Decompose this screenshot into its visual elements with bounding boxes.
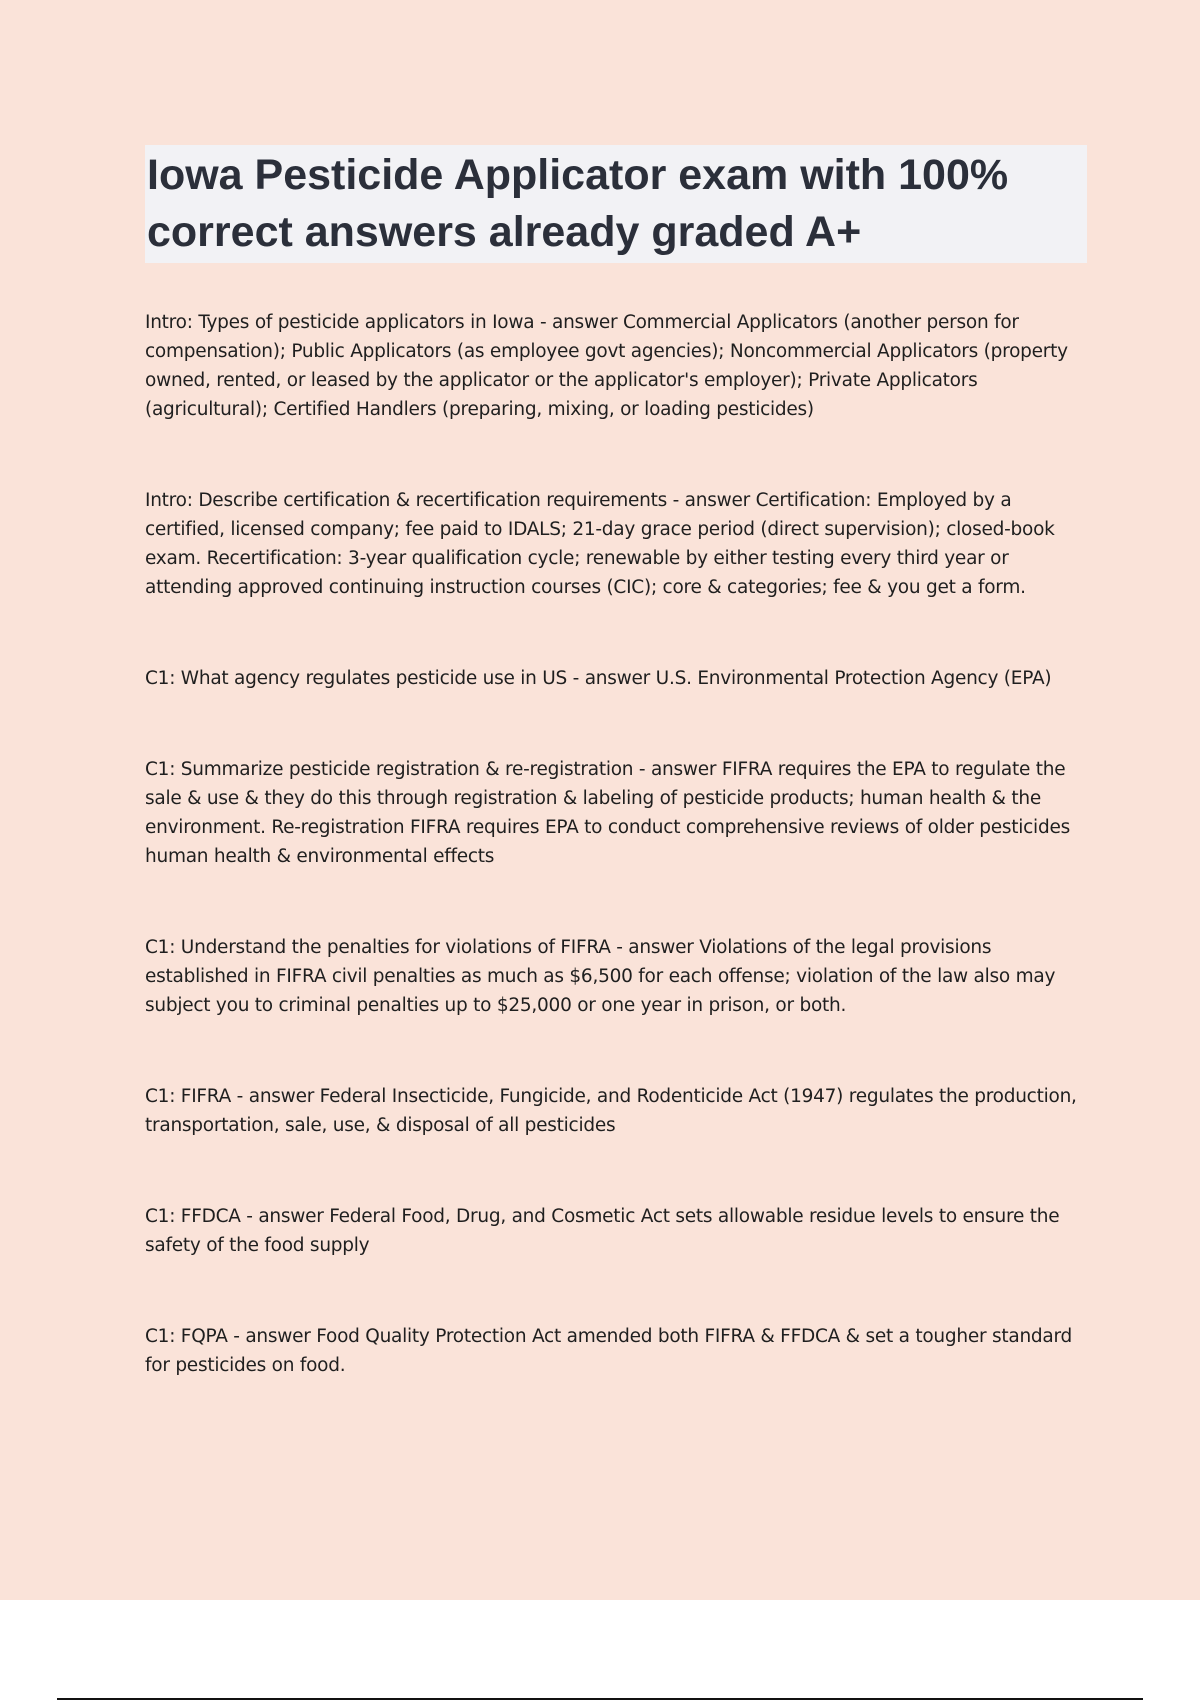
qa-entry-penalties: C1: Understand the penalties for violations of FIFRA - answer Violations of the legal provisions established in FIFRA civil penalties as much as $6,500 for each offense; violation of the law also may subject you to criminal penalties up to $25,000 or one year in prison, or both. (145, 937, 1056, 1016)
qa-entry-certification: Intro: Describe certification & recertification requirements - answer Certification: Employed by a certified, licensed company; fee paid to IDALS; 21-day grace period (direct supervision); closed-book exam. Recertification: 3-year qualification cycle; renewable by either testing every third year or attending approved continuing instruction courses (CIC); core & categories; fee & you get a form. (145, 490, 1055, 598)
qa-entry-fifra: C1: FIFRA - answer Federal Insecticide, Fungicide, and Rodenticide Act (1947) regulates the production, transportation, sale, use, & disposal of all pesticides (145, 1086, 1077, 1136)
qa-entry-ffdca: C1: FFDCA - answer Federal Food, Drug, and Cosmetic Act sets allowable residue levels to ensure the safety of the food supply (145, 1206, 1060, 1256)
qa-list (145, 308, 1090, 1380)
qa-entry-applicator-types: Intro: Types of pesticide applicators in Iowa - answer Commercial Applicators (another person for compensation); Public Applicators (as employee govt agencies); Noncommercial Applicators (property owned, rented, or leased by the applicator or the applicator's employer); Private Applicators (agricultural); Certified Handlers (preparing, mixing, or loading pesticides) (145, 312, 1068, 420)
document-title: Iowa Pesticide Applicator exam with 100% correct answers already graded A+ (145, 145, 1087, 263)
document-body (145, 145, 1090, 1442)
qa-entry-fqpa: C1: FQPA - answer Food Quality Protection Act amended both FIFRA & FFDCA & set a tougher standard for pesticides on food. (145, 1326, 1073, 1376)
qa-entry-regulating-agency: C1: What agency regulates pesticide use in US - answer U.S. Environmental Protection Agency (EPA) (145, 668, 1052, 689)
qa-entry-registration: C1: Summarize pesticide registration & re-registration - answer FIFRA requires the EPA to regulate the sale & use & they do this through registration & labeling of pesticide products; human health & the environment. Re-registration FIFRA requires EPA to conduct comprehensive reviews of older pesticides human health & environmental effects (145, 759, 1070, 867)
